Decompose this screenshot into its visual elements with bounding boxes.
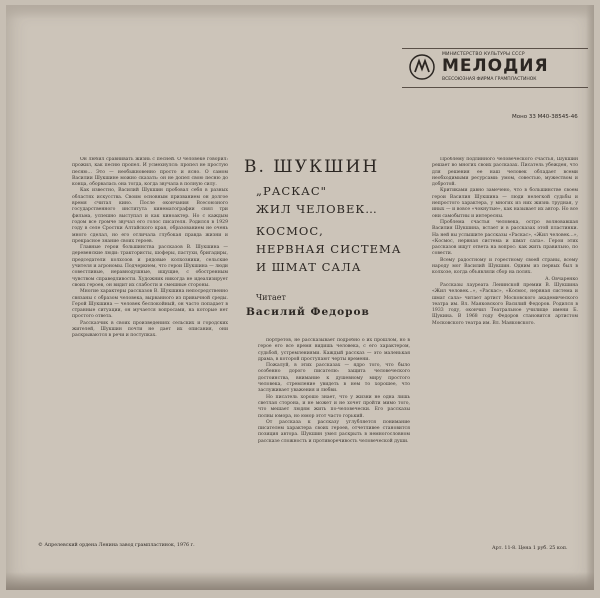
right-text-column — [432, 157, 578, 535]
right-paragraph: Рассказы лауреата Ленинской премии В. Шукшина «Жил человек…», «Раскас», «Космос, нервная система и шмат сала» читает артист Московского академического театра им. Вл. Маяковского Василий Федоров. Родился в 1933 году, окончил Театральное училище имени Б. Щукина. В 1968 году Федоров становится артистом Московского театра им. Вл. Маяковского. — [432, 282, 578, 326]
right-paragraph: Всему радостному и горестному своей страны, всему народу мог Василий Шукшин. Одним из первых был в колхозе, когда объявляли сбор на полях. — [432, 257, 578, 276]
title-line-1: „РАСКАС" — [256, 184, 327, 198]
melodiya-logo-icon — [408, 53, 436, 81]
melodiya-label — [402, 48, 588, 88]
left-paragraph: Многие характеры рассказов В. Шукшина непосредственно связаны с образом человека, вырванного из привычной среды. Герой Шукшина — человек беспокойный, он часто попадает в странные ситуации, он мучается вопросами, на которые нет простого ответа. — [72, 289, 228, 320]
price-footer: Арт. 11-8. Цена 1 руб. 25 коп. — [492, 546, 568, 551]
firm-text: ВСЕСОЮЗНАЯ ФИРМА ГРАМПЛАСТИНОК — [442, 77, 537, 82]
middle-paragraph: Пожалуй, в этих рассказах — ядро того, что было особенно дорого писателю: защита человеческого достоинства, внимание к душевному миру простого человека, стремление увидеть в нем то хорошее, что заслуживает уважения и любви. — [258, 363, 410, 394]
edge-wear-top — [6, 5, 594, 19]
middle-paragraph: От рассказа к рассказу углубляется понимание писателем характера своих героев, отчетливее становится позиция автора. Шукшин умел раскрыть в немногословном рассказе сложность и противоречивость человеческой души. — [258, 419, 410, 444]
title-line-4: НЕРВНАЯ СИСТЕМА — [256, 242, 402, 256]
left-paragraph: Рассказчик в своих произведениях сельских и городских жителей, Шукшин почти не дает их описания, они раскрываются в речи и поступках. — [72, 320, 228, 339]
edge-wear-bottom — [6, 572, 594, 590]
middle-paragraph: Но писатель хорошо знает, что у жизни не одна лишь светлая сторона, и не может и не хочет пройти мимо того, что мешает людям жить по-человечески. Его рассказы полны юмора, но юмор этот часто горький. — [258, 394, 410, 419]
left-text-column — [72, 157, 228, 535]
author-name: В. ШУКШИН — [244, 157, 380, 177]
brand-name: МЕЛОДИЯ — [442, 56, 549, 76]
middle-text-column — [258, 338, 410, 528]
left-paragraph: Он любил сравнивать жизнь с песней. О человеке говорил: прожил, как песню пропел. И усмехнулся: пропел не простую песню… Это — необыкновенно просто и ясно. О самом Василии Шукшине можно сказать: он не допел свою песню до конца, оборвалась она тогда, когда звучала в полную силу. — [72, 157, 228, 188]
middle-paragraph: портретов, не рассказывает подробно о их прошлом, но в герое его все время видишь человека, с его характером, судьбой, устремлениями. Каждый рассказ — это маленькая драма, в которой проступают черты времени. — [258, 338, 410, 362]
title-line-3: КОСМОС, — [256, 224, 324, 238]
title-line-2: ЖИЛ ЧЕЛОВЕК… — [256, 202, 378, 216]
right-paragraph: Проблема счастья человека, остро волновавшая Василия Шукшина, встает и в рассказах этой пластинки. На ней вы услышите рассказы «Раскас», «Жил человек…», «Космос, нервная система и шмат сала». Герои этих рассказов ищут ответа на вопрос: как жить правильно, по совести. — [432, 219, 578, 257]
reader-label: Читает — [256, 293, 286, 302]
left-paragraph: Как известно, Василий Шукшин пробовал себя в разных областях искусства. Своим основным призванием он долгое время считал кино. После окончания Всесоюзного государственного института кинематографии снял три фильма, успешно выступал и как киноактер. Но с каждым годом все громче звучал его голос писателя. Родился в 1929 году в селе Сростки Алтайского края, образованием не очень много сделал, но его отличала глубокая правда жизни и прекрасное знание своих героев. — [72, 188, 228, 244]
right-paragraph: Критиками давно замечено, что в большинстве своем герои Василия Шукшина — люди нелегкой судьбы и непростого характера, у многих из них жизнь трудная, у иных — и вовсе «чокнутые», как называет их автор. Но все они самобытны и интересны. — [432, 188, 578, 219]
catalog-number: Моно 33 М40-38545-46 — [512, 114, 578, 120]
title-line-5: И ШМАТ САЛА — [256, 260, 362, 274]
ministry-text: МИНИСТЕРСТВО КУЛЬТУРЫ СССР — [442, 52, 525, 57]
essay-signature: А. Овчаренко — [545, 276, 578, 282]
left-paragraph: Главные герои большинства рассказов В. Шукшина — деревенские люди: трактористы, шоферы, пастухи, бригадиры, председатели колхозов и рядовые колхозники, сельские учителя и агрономы. Подчеркнем, что герои Шукшина — люди совестливые, неравнодушные, ищущие, с обостренным чувством справедливости. Художник никогда не идеализирует своих героев, он видит их слабости и смешные стороны. — [72, 245, 228, 288]
reader-name: Василий Федоров — [246, 306, 370, 318]
edge-wear-right — [586, 5, 594, 590]
right-paragraph: Проблему подлинного человеческого счастья, Шукшин решает во многих своих рассказах. Писатель убежден, что для решения ее наш человек обладает всеми необходимыми ресурсами: умом, совестью, мужеством и добротой. — [432, 157, 578, 188]
copyright-footer: © Апрелевский ордена Ленина завод грампластинок, 1976 г. — [38, 543, 195, 548]
